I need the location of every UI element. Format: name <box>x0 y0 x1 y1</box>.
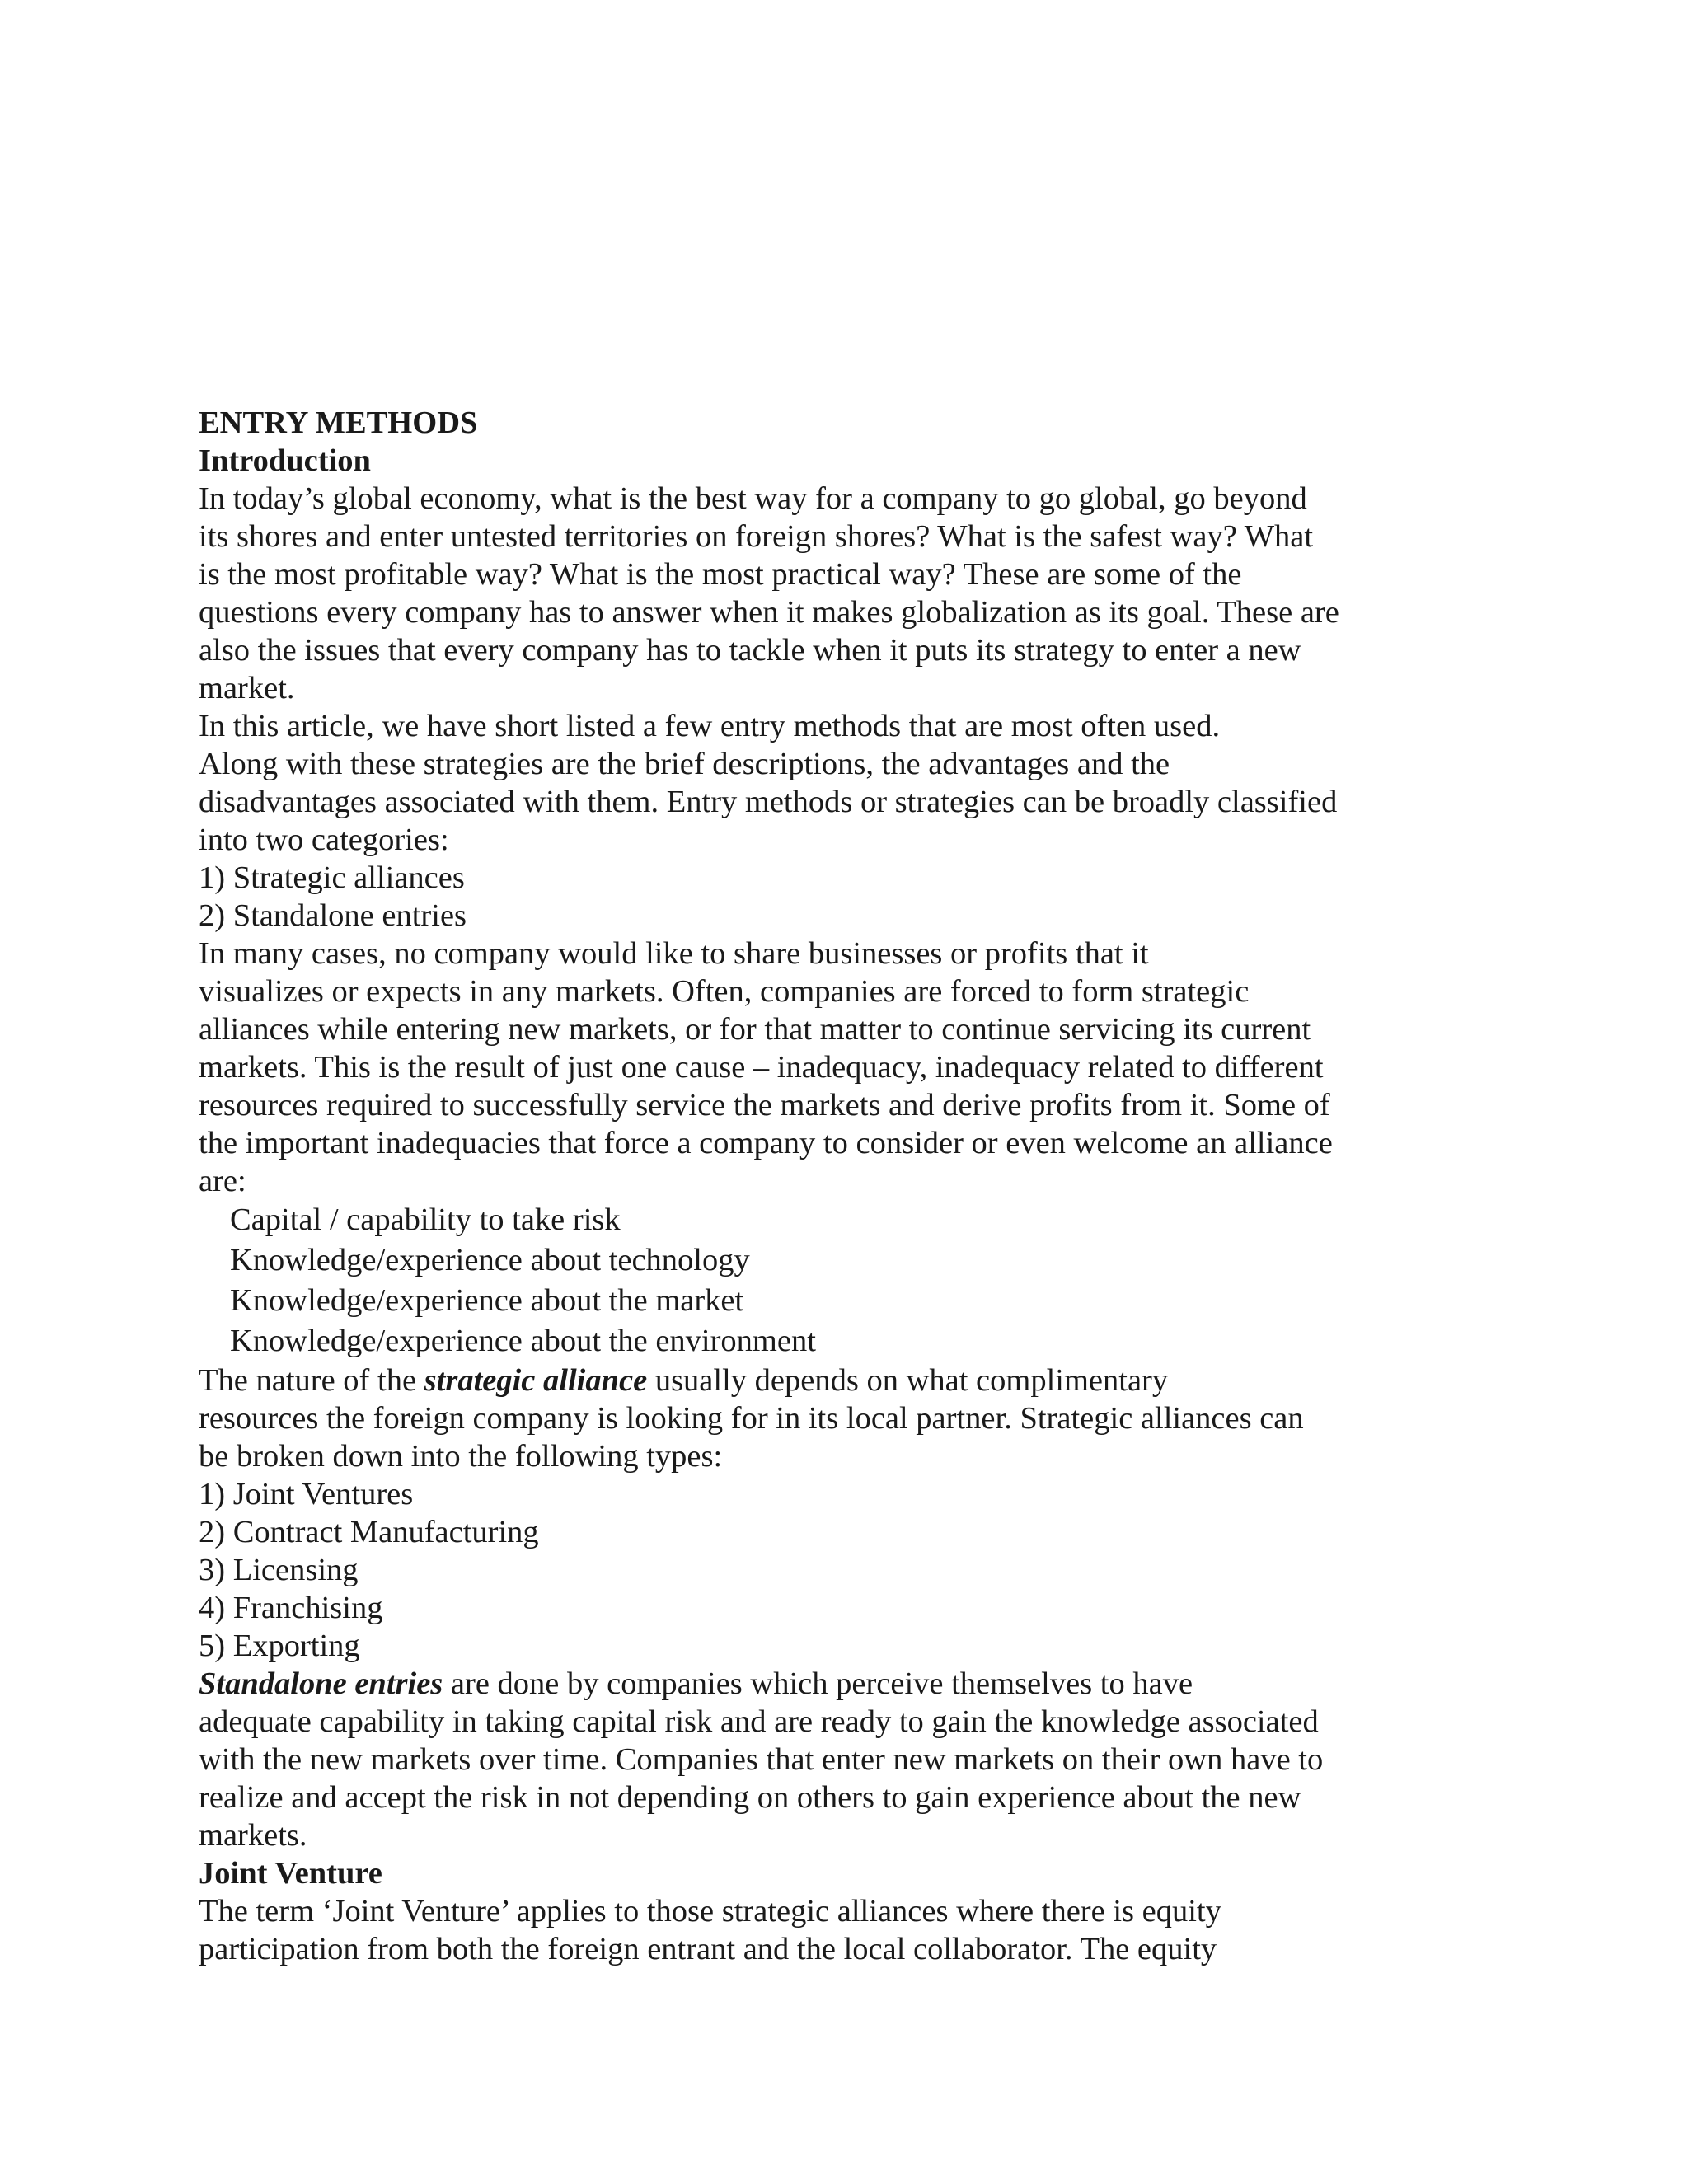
list-item: Knowledge/experience about the market <box>230 1283 744 1318</box>
nature-paragraph <box>199 1361 1418 1475</box>
text-line: alliances while entering new markets, or for that matter to continue servicing its current <box>199 1012 1311 1047</box>
text-line: the important inadequacies that force a company to consider or even welcome an alliance <box>199 1126 1333 1160</box>
text-line: resources the foreign company is looking for in its local partner. Strategic alliances can <box>199 1401 1304 1436</box>
text-line <box>199 1665 1418 1703</box>
text-line: adequate capability in taking capital risk and are ready to gain the knowledge associated <box>199 1704 1319 1739</box>
list-item: 5) Exporting <box>199 1629 360 1663</box>
text-line: participation from both the foreign entrant and the local collaborator. The equity <box>199 1932 1217 1966</box>
text-line: are: <box>199 1164 246 1198</box>
section-heading-joint-venture: Joint Venture <box>199 1856 382 1891</box>
text-line: Along with these strategies are the brief descriptions, the advantages and the <box>199 747 1170 781</box>
text-line: market. <box>199 671 295 705</box>
document-title: ENTRY METHODS <box>199 405 478 440</box>
text-run: are done by companies which perceive themselves to have <box>443 1666 1193 1701</box>
text-line: markets. <box>199 1818 307 1853</box>
text-run: usually depends on what complimentary <box>647 1363 1169 1398</box>
list-item: 2) Contract Manufacturing <box>199 1515 539 1549</box>
text-run: The nature of the <box>199 1363 424 1398</box>
text-line: also the issues that every company has to tackle when it puts its strategy to enter a new <box>199 633 1301 668</box>
text-line <box>199 1361 1418 1399</box>
list-item: Capital / capability to take risk <box>230 1202 621 1237</box>
text-line: resources required to successfully service the markets and derive profits from it. Some of <box>199 1088 1330 1122</box>
text-line: In many cases, no company would like to share businesses or profits that it <box>199 936 1149 971</box>
category-list <box>199 859 1418 935</box>
list-item: 1) Strategic alliances <box>199 860 465 895</box>
list-item: 2) Standalone entries <box>199 898 467 933</box>
cases-paragraph <box>199 935 1418 1200</box>
text-line: visualizes or expects in any markets. Often, companies are forced to form strategic <box>199 974 1250 1009</box>
text-line: into two categories: <box>199 823 449 857</box>
list-item: 3) Licensing <box>199 1553 359 1587</box>
emphasis-strategic-alliance: strategic alliance <box>424 1363 648 1398</box>
list-item: Knowledge/experience about technology <box>230 1243 750 1277</box>
standalone-paragraph <box>199 1665 1418 1854</box>
text-line: realize and accept the risk in not depending on others to gain experience about the new <box>199 1780 1301 1815</box>
inadequacy-list <box>199 1200 1418 1361</box>
text-line: markets. This is the result of just one cause – inadequacy, inadequacy related to different <box>199 1050 1324 1085</box>
text-line: its shores and enter untested territories on foreign shores? What is the safest way? What <box>199 519 1314 554</box>
document-page <box>199 404 1418 1968</box>
joint-venture-paragraph <box>199 1892 1418 1968</box>
intro-paragraph <box>199 480 1418 707</box>
list-item: 1) Joint Ventures <box>199 1477 414 1511</box>
text-line: disadvantages associated with them. Entry methods or strategies can be broadly classified <box>199 785 1338 819</box>
text-line: The term ‘Joint Venture’ applies to those strategic alliances where there is equity <box>199 1894 1221 1929</box>
text-line: with the new markets over time. Companies that enter new markets on their own have to <box>199 1742 1324 1777</box>
section-heading-introduction: Introduction <box>199 443 371 478</box>
article-paragraph <box>199 707 1418 859</box>
text-line: In today’s global economy, what is the best way for a company to go global, go beyond <box>199 481 1307 516</box>
text-line: be broken down into the following types: <box>199 1439 723 1474</box>
list-item: 4) Franchising <box>199 1591 383 1625</box>
text-line: In this article, we have short listed a few entry methods that are most often used. <box>199 709 1221 743</box>
text-line: questions every company has to answer when it makes globalization as its goal. These are <box>199 595 1339 630</box>
list-item: Knowledge/experience about the environment <box>230 1324 816 1358</box>
text-line: is the most profitable way? What is the most practical way? These are some of the <box>199 557 1242 592</box>
emphasis-standalone-entries: Standalone entries <box>199 1666 443 1701</box>
alliance-type-list <box>199 1475 1418 1665</box>
